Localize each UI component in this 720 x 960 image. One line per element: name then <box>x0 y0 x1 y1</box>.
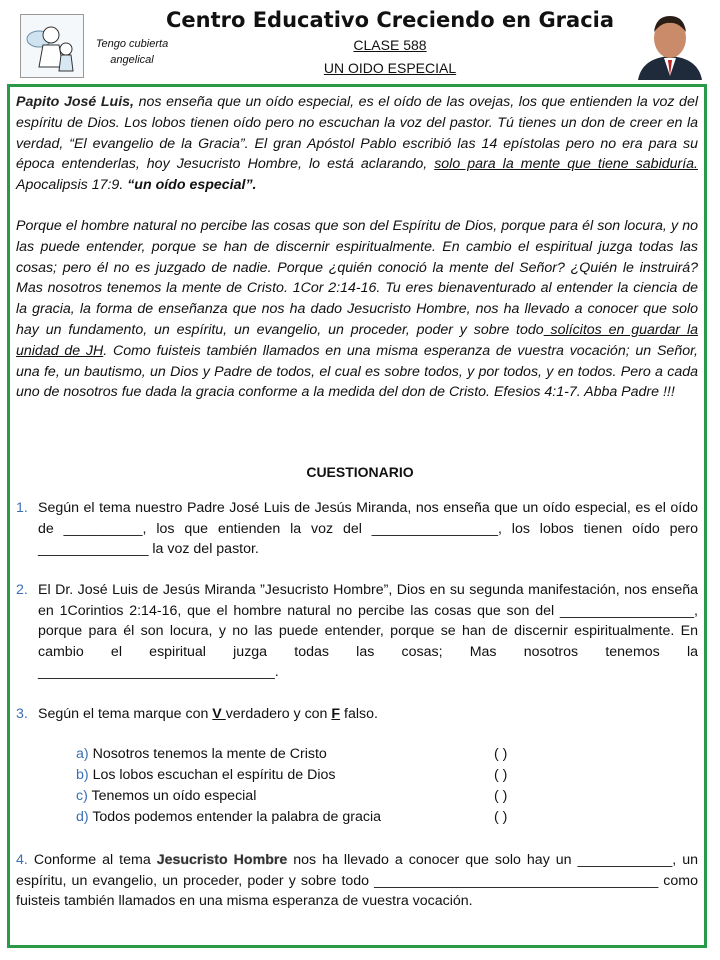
answer-box-b[interactable]: ( ) <box>494 767 508 783</box>
portrait-photo <box>632 10 708 80</box>
option-c: c) Tenemos un oído especial <box>76 788 257 804</box>
answer-box-a[interactable]: ( ) <box>494 746 508 762</box>
option-b: b) Los lobos escuchan el espíritu de Dios <box>76 767 336 783</box>
question-2: 2. El Dr. José Luis de Jesús Miranda ”Jesucristo Hombre”, Dios en su segunda manifestación, nos enseña en 1Corintios 2:14-16, que el hombre natural no percibe las cosas que son del _________________, porque para él son locura, y no las puede entender, porque se han de discernir espiritualmente. En cambio el espiritual juzga todas las cosas; Mas nosotros tenemos la ______________________________. <box>16 582 698 681</box>
question-4: 4. Conforme al tema Jesucristo Hombre nos ha llevado a conocer que solo hay un ____________, un espíritu, un evangelio, un proceder, poder y sobre todo ____________________________________ como fuisteis también llamados en una misma esperanza de vuestra vocación. <box>16 852 698 910</box>
class-number: CLASE 588 <box>353 37 427 53</box>
option-a: a) Nosotros tenemos la mente de Cristo <box>76 746 327 762</box>
answer-box-c[interactable]: ( ) <box>494 788 508 804</box>
lesson-title: UN OIDO ESPECIAL <box>323 60 457 76</box>
questionnaire-title: CUESTIONARIO <box>306 464 414 480</box>
intro-paragraph: Papito José Luis, nos enseña que un oído especial, es el oído de las ovejas, los que entienden la voz del espíritu de Dios. Los lobos tienen oído pero no escuchan la voz del pastor. Tú tienes un don de creer en la verdad, “El evangelio de la Gracia”. El gran Apóstol Pablo escribió las 14 epístolas pero no era para su época entenderlas, hoy Jesucristo Hombre, lo está aclarando, solo para la mente que tiene sabiduría. Apocalipsis 17:9. “un oído especial”. <box>16 94 698 194</box>
question-1: 1. Según el tema nuestro Padre José Luis de Jesús Miranda, nos enseña que un oído especial, es el oído de __________, los que entienden la voz del ________________, los lobos tienen oído pero ______________ la voz del pastor. <box>16 500 698 558</box>
option-d: d) Todos podemos entender la palabra de gracia <box>76 809 381 825</box>
question-3: 3. Según el tema marque con V verdadero y con F falso. <box>16 706 378 722</box>
page-title: Centro Educativo Creciendo en Gracia <box>165 8 615 32</box>
answer-box-d[interactable]: ( ) <box>494 809 508 825</box>
second-paragraph: Porque el hombre natural no percibe las cosas que son del Espíritu de Dios, porque para él son locura, y no las puede entender, porque se han de discernir espiritualmente. En cambio el espiritual juzga todas las cosas; pero él no es juzgado de nadie. Porque ¿quién conoció la mente del Señor? ¿Quién le instruirá? Mas nosotros tenemos la mente de Cristo. 1Cor 2:14-16. Tu eres bienaventurado al entender la ciencia de la gracia, la forma de enseñanza que nos ha dado Jesucristo Hombre, nos ha llevado a conocer que solo hay un fundamento, un espíritu, un evangelio, un proceder, poder y sobre todo solícitos en guardar la unidad de JH. Como fuisteis también llamados en una misma esperanza de vuestra vocación; un Señor, una fe, un bautismo, un Dios y Padre de todos, el cual es sobre todos, y por todos, y en todos. Pero a cada uno de nosotros fue dada la gracia conforme a la medida del don de Cristo. Efesios 4:1-7. Abba Padre !!! <box>16 218 698 401</box>
tagline: Tengo cubierta angelical <box>95 38 169 66</box>
angel-logo <box>20 14 84 78</box>
